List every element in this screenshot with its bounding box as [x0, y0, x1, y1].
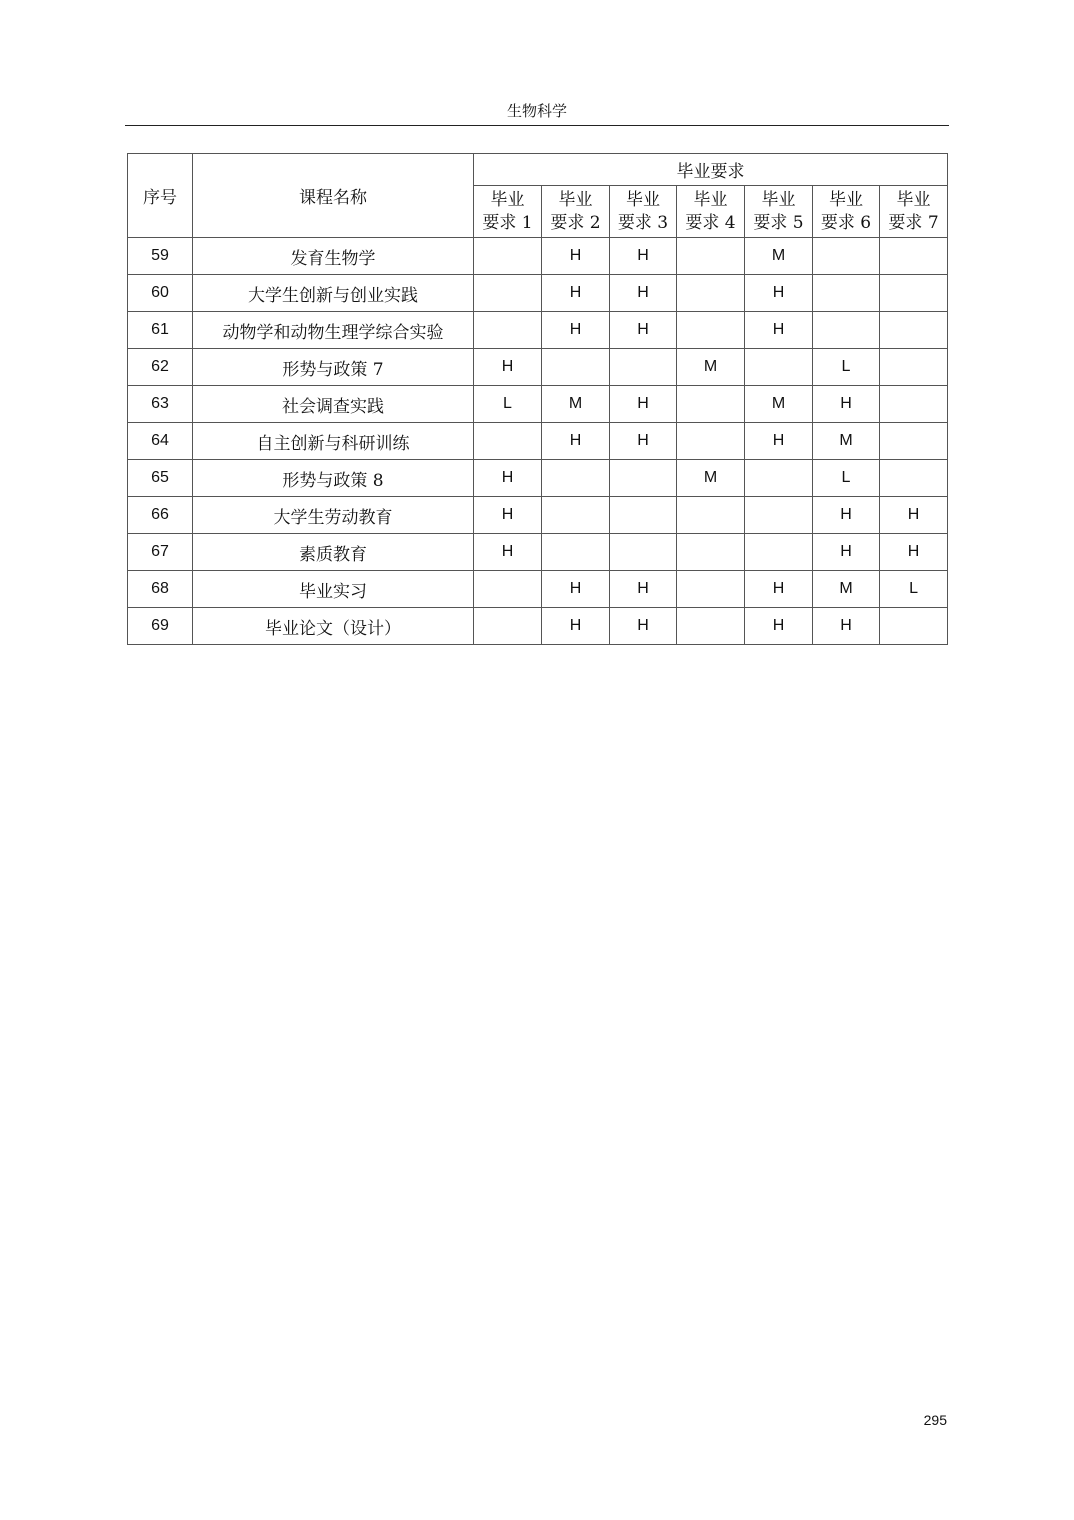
table-row: [128, 534, 948, 571]
course-name: 毕业实习: [193, 571, 474, 608]
page-number: 295: [923, 1412, 947, 1428]
requirement-mark: [677, 386, 745, 423]
row-number: 63: [128, 386, 193, 423]
requirement-mark: [474, 312, 542, 349]
table-body: [128, 238, 948, 645]
requirement-mark: [610, 349, 677, 386]
requirement-mark: [745, 534, 813, 571]
table-row: [128, 423, 948, 460]
header-row-group: [128, 154, 948, 186]
requirement-mark: H: [745, 423, 813, 460]
requirement-mark: [677, 312, 745, 349]
requirement-mark: H: [610, 571, 677, 608]
requirement-mark: M: [745, 386, 813, 423]
table-row: [128, 349, 948, 386]
requirement-header-line2: 要求 5: [753, 212, 804, 233]
requirement-mark: [880, 386, 948, 423]
requirement-mark: [474, 571, 542, 608]
table-row: [128, 275, 948, 312]
requirement-mark: [880, 608, 948, 645]
requirement-mark: H: [610, 608, 677, 645]
requirement-mark: M: [542, 386, 610, 423]
requirement-mark: H: [610, 312, 677, 349]
row-number: 59: [128, 238, 193, 275]
requirement-mark: H: [474, 349, 542, 386]
requirement-mark: [677, 275, 745, 312]
requirement-mark: [474, 423, 542, 460]
requirement-mark: [677, 497, 745, 534]
requirement-mark: [677, 423, 745, 460]
requirement-mark: H: [474, 534, 542, 571]
requirement-mark: [474, 275, 542, 312]
requirement-mark: [677, 238, 745, 275]
requirement-mark: H: [813, 386, 880, 423]
requirement-header-line1: 毕业: [829, 189, 863, 210]
col-course-header: 课程名称: [193, 154, 474, 238]
row-number: 64: [128, 423, 193, 460]
row-number: 66: [128, 497, 193, 534]
requirement-mark: H: [745, 571, 813, 608]
requirement-mark: M: [813, 571, 880, 608]
requirement-mark: M: [813, 423, 880, 460]
course-name: 动物学和动物生理学综合实验: [193, 312, 474, 349]
requirement-mark: [677, 608, 745, 645]
course-name: 自主创新与科研训练: [193, 423, 474, 460]
requirement-header-line1: 毕业: [896, 189, 931, 210]
requirement-header-line1: 毕业: [558, 189, 593, 210]
requirement-mark: H: [813, 534, 880, 571]
requirement-mark: H: [610, 275, 677, 312]
requirement-mark: H: [813, 608, 880, 645]
requirement-mark: M: [677, 349, 745, 386]
requirement-mark: [474, 238, 542, 275]
table-row: [128, 571, 948, 608]
requirement-header: [677, 186, 745, 238]
requirement-mark: H: [542, 312, 610, 349]
requirement-mark: [813, 238, 880, 275]
course-name: 大学生劳动教育: [193, 497, 474, 534]
requirement-header: [880, 186, 948, 238]
requirement-mark: [813, 275, 880, 312]
table-row: [128, 386, 948, 423]
requirement-mark: H: [610, 238, 677, 275]
requirement-header: [542, 186, 610, 238]
row-number: 61: [128, 312, 193, 349]
course-name: 形势与政策 7: [193, 349, 474, 386]
requirement-mark: H: [542, 608, 610, 645]
requirement-mark: [542, 534, 610, 571]
requirement-header: [474, 186, 542, 238]
row-number: 69: [128, 608, 193, 645]
requirement-header-line1: 毕业: [626, 189, 660, 210]
requirement-header-line1: 毕业: [693, 189, 728, 210]
requirement-mark: [542, 460, 610, 497]
table-row: [128, 460, 948, 497]
course-name: 社会调查实践: [193, 386, 474, 423]
requirement-mark: [542, 497, 610, 534]
requirement-mark: [677, 534, 745, 571]
requirement-mark: L: [880, 571, 948, 608]
requirement-mark: H: [542, 275, 610, 312]
requirement-mark: [542, 349, 610, 386]
requirement-mark: [677, 571, 745, 608]
table-row: [128, 312, 948, 349]
requirement-mark: H: [880, 497, 948, 534]
requirement-mark: H: [542, 571, 610, 608]
row-number: 68: [128, 571, 193, 608]
requirement-mark: [880, 312, 948, 349]
requirement-mark: H: [474, 460, 542, 497]
requirement-mark: H: [542, 423, 610, 460]
requirement-mark: L: [474, 386, 542, 423]
table-row: [128, 238, 948, 275]
requirement-mark: [880, 349, 948, 386]
requirement-header-line2: 要求 3: [617, 212, 669, 233]
requirement-header-line2: 要求 7: [888, 212, 939, 233]
requirement-mark: [745, 497, 813, 534]
requirement-mark: H: [542, 238, 610, 275]
requirement-mark: H: [813, 497, 880, 534]
table-row: [128, 608, 948, 645]
requirement-header: [610, 186, 677, 238]
requirement-mark: H: [610, 386, 677, 423]
requirement-mark: [880, 275, 948, 312]
course-name: 发育生物学: [193, 238, 474, 275]
header-title: 生物科学: [506, 102, 567, 120]
requirement-mark: [745, 460, 813, 497]
requirement-mark: [813, 312, 880, 349]
requirement-header-line2: 要求 6: [820, 212, 872, 233]
requirement-mark: [880, 423, 948, 460]
requirement-mark: L: [813, 349, 880, 386]
requirements-group-header: 毕业要求: [474, 154, 948, 186]
requirement-header: [745, 186, 813, 238]
requirement-mark: [880, 460, 948, 497]
requirement-header-line1: 毕业: [490, 189, 525, 210]
requirement-mark: [610, 460, 677, 497]
row-number: 65: [128, 460, 193, 497]
requirement-mark: [880, 238, 948, 275]
requirement-header: [813, 186, 880, 238]
requirement-mark: H: [745, 608, 813, 645]
requirement-mark: M: [677, 460, 745, 497]
requirement-header-line2: 要求 1: [482, 212, 533, 233]
requirement-mark: H: [745, 312, 813, 349]
row-number: 67: [128, 534, 193, 571]
requirement-header-line2: 要求 4: [685, 212, 736, 233]
graduation-requirements-table: [127, 153, 948, 645]
requirement-mark: [610, 534, 677, 571]
table-row: [128, 497, 948, 534]
course-name: 形势与政策 8: [193, 460, 474, 497]
col-index-header: 序号: [128, 154, 193, 238]
requirement-mark: H: [745, 275, 813, 312]
requirement-mark: H: [474, 497, 542, 534]
course-name: 素质教育: [193, 534, 474, 571]
requirement-header-line1: 毕业: [761, 189, 796, 210]
running-header: [125, 100, 949, 126]
row-number: 60: [128, 275, 193, 312]
row-number: 62: [128, 349, 193, 386]
requirement-mark: [745, 349, 813, 386]
requirement-header-line2: 要求 2: [550, 212, 601, 233]
course-name: 大学生创新与创业实践: [193, 275, 474, 312]
requirement-mark: H: [880, 534, 948, 571]
requirement-mark: M: [745, 238, 813, 275]
requirement-mark: L: [813, 460, 880, 497]
requirement-mark: [610, 497, 677, 534]
course-name: 毕业论文（设计）: [193, 608, 474, 645]
requirement-mark: [474, 608, 542, 645]
requirement-mark: H: [610, 423, 677, 460]
